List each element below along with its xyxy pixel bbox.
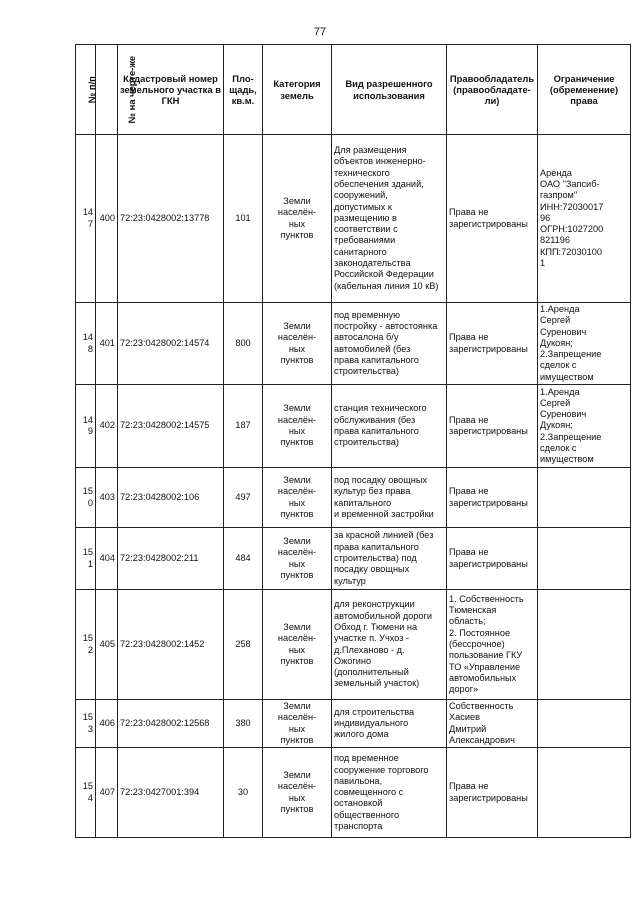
row-cadastral: 72:23:0428002:13778 <box>118 135 224 303</box>
row-owner: 1. Собственность Тюменская область; 2. Постоянное (бессрочное) пользование ГКУ ТО «Управление автомобильных дорог» <box>447 590 538 700</box>
row-use: для строительства индивидуального жилого дома <box>332 700 447 748</box>
row-area: 484 <box>224 528 263 590</box>
row-cadastral: 72:23:0427001:394 <box>118 748 224 838</box>
row-num-drawing: 400 <box>96 135 118 303</box>
row-num-drawing: 405 <box>96 590 118 700</box>
table-row <box>76 303 631 385</box>
row-num: 150 <box>76 468 96 528</box>
row-num-drawing: 403 <box>96 468 118 528</box>
header-num-drawing: № на черте-же <box>96 45 118 135</box>
row-use: под посадку овощных культур без права капитального и временной застройки <box>332 468 447 528</box>
table-row <box>76 700 631 748</box>
table-row <box>76 590 631 700</box>
row-limit <box>538 748 631 838</box>
row-category: Земли населён- ных пунктов <box>263 590 332 700</box>
row-category: Земли населён- ных пунктов <box>263 303 332 385</box>
row-category: Земли населён- ных пунктов <box>263 748 332 838</box>
row-limit: Аренда ОАО "Запсиб- газпром" ИНН:72030017 96 ОГРН:1027200 821196 КПП:72030100 1 <box>538 135 631 303</box>
row-owner: Права не зарегистрированы <box>447 468 538 528</box>
row-owner: Права не зарегистрированы <box>447 303 538 385</box>
row-area: 101 <box>224 135 263 303</box>
row-area: 187 <box>224 385 263 468</box>
row-category: Земли населён- ных пунктов <box>263 528 332 590</box>
row-owner: Права не зарегистрированы <box>447 385 538 468</box>
row-owner: Права не зарегистрированы <box>447 135 538 303</box>
table-row <box>76 528 631 590</box>
row-cadastral: 72:23:0428002:106 <box>118 468 224 528</box>
row-use: под временное сооружение торгового павильона, совмещенного с остановкой общественного транспорта <box>332 748 447 838</box>
row-num: 151 <box>76 528 96 590</box>
row-num-drawing: 401 <box>96 303 118 385</box>
table-row <box>76 135 631 303</box>
row-category: Земли населён- ных пунктов <box>263 135 332 303</box>
row-use: за красной линией (без права капитального строительства) под посадку овощных культур <box>332 528 447 590</box>
header-limit: Ограничение (обременение) права <box>538 45 631 135</box>
row-num: 152 <box>76 590 96 700</box>
row-category: Земли населён- ных пунктов <box>263 468 332 528</box>
row-owner: Права не зарегистрированы <box>447 528 538 590</box>
row-area: 258 <box>224 590 263 700</box>
row-num-drawing: 402 <box>96 385 118 468</box>
row-num-drawing: 406 <box>96 700 118 748</box>
row-category: Земли населён- ных пунктов <box>263 700 332 748</box>
row-num: 149 <box>76 385 96 468</box>
row-cadastral: 72:23:0428002:211 <box>118 528 224 590</box>
row-area: 30 <box>224 748 263 838</box>
row-use: под временную постройку - автостоянка автосалона б/у автомобилей (без права капитального строительства) <box>332 303 447 385</box>
row-cadastral: 72:23:0428002:14575 <box>118 385 224 468</box>
row-owner: Собственность Хасиев Дмитрий Александрович <box>447 700 538 748</box>
row-limit <box>538 700 631 748</box>
row-limit <box>538 468 631 528</box>
row-area: 497 <box>224 468 263 528</box>
row-limit <box>538 528 631 590</box>
row-cadastral: 72:23:0428002:14574 <box>118 303 224 385</box>
row-num-drawing: 407 <box>96 748 118 838</box>
row-limit <box>538 590 631 700</box>
row-area: 800 <box>224 303 263 385</box>
row-limit: 1.Аренда Сергей Суренович Дукоян; 2.Запрещение сделок с имуществом <box>538 303 631 385</box>
row-num-drawing: 404 <box>96 528 118 590</box>
page-number: 77 <box>313 26 327 38</box>
row-category: Земли населён- ных пунктов <box>263 385 332 468</box>
row-cadastral: 72:23:0428002:12568 <box>118 700 224 748</box>
row-owner: Права не зарегистрированы <box>447 748 538 838</box>
row-use: Для размещения объектов инженерно- технического обеспечения зданий, сооружений, допустимых к размещению в соответствии с требованиями санитарного законодательства Российской Федерации (кабельная линия 10 кВ) <box>332 135 447 303</box>
row-num: 154 <box>76 748 96 838</box>
table-row <box>76 748 631 838</box>
header-category: Категория земель <box>263 45 332 135</box>
row-use: станция технического обслуживания (без права капитального строительства) <box>332 385 447 468</box>
row-area: 380 <box>224 700 263 748</box>
land-registry-table <box>75 44 631 838</box>
table-row <box>76 385 631 468</box>
header-num: № п/п <box>76 45 96 135</box>
row-num: 153 <box>76 700 96 748</box>
row-num: 147 <box>76 135 96 303</box>
header-owner: Правообладатель (правообладате-ли) <box>447 45 538 135</box>
row-use: для реконструкции автомобильной дороги Обход г. Тюмени на участке п. Учхоз - д.Плеханово - д. Ожогино (дополнительный земельный участок) <box>332 590 447 700</box>
table-row <box>76 468 631 528</box>
header-use: Вид разрешенного использования <box>332 45 447 135</box>
row-num: 148 <box>76 303 96 385</box>
header-area: Пло-щадь, кв.м. <box>224 45 263 135</box>
table-header-row <box>76 45 631 135</box>
row-cadastral: 72:23:0428002:1452 <box>118 590 224 700</box>
row-limit: 1.Аренда Сергей Суренович Дукоян; 2.Запрещение сделок с имуществом <box>538 385 631 468</box>
header-cadastral: Кадастровый номер земельного участка в ГКН <box>118 45 224 135</box>
